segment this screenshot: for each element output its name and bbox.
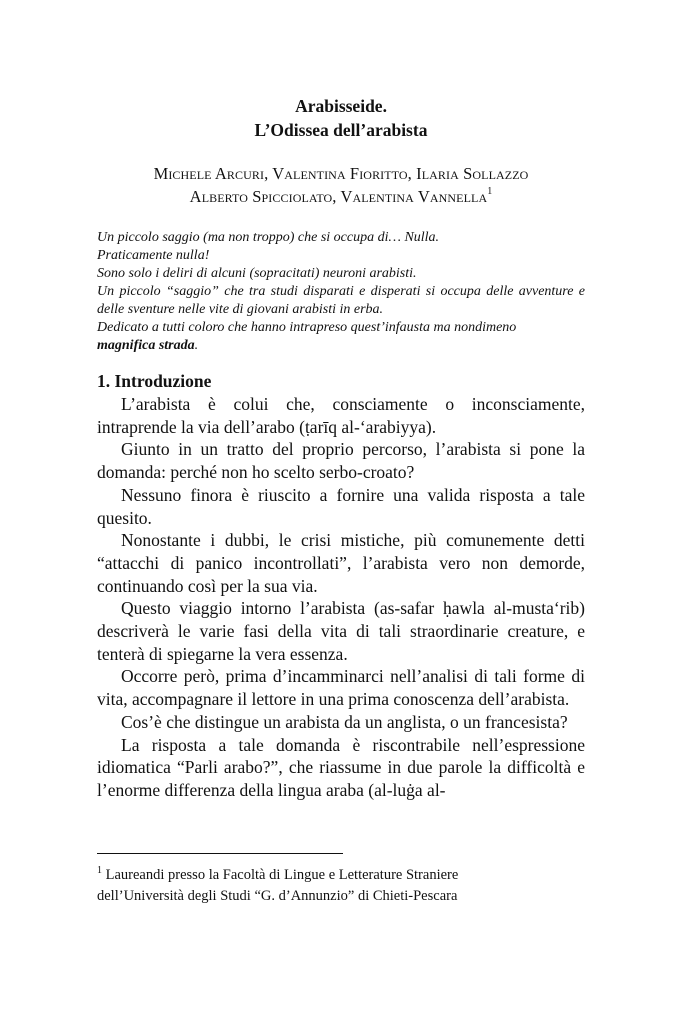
title-line-2: L’Odissea dell’arabista [254,120,428,140]
authors-line-2 [0,187,682,207]
paragraph: L’arabista è colui che, consciamente o inconsciamente, intraprende la via dell’arabo (ṭarīq al-‘arabiyya). [97,394,585,437]
authors-line-2-text: Alberto Spicciolato, Valentina Vannella [189,187,488,206]
footnote-reference[interactable]: 1 [487,185,493,197]
paragraph: Giunto in un tratto del proprio percorso, l’arabista si pone la domanda: perché non ho scelto serbo-croato? [97,439,585,483]
epigraph-line: Praticamente nulla! [97,248,210,263]
epigraph-line: Un piccolo “saggio” che tra studi disparati e disperati si occupa delle avventure e delle sventure nelle vite di giovani arabisti in erba. [97,284,585,317]
section-body [97,393,585,802]
epigraph-line: Dedicato a tutti coloro che hanno intrapreso quest’infausta ma nondimeno [97,320,517,335]
paragraph: Occorre però, prima d’incamminarci nell’analisi di tali forme di vita, accompagnare il lettore in una prima conoscenza dell’arabista. [97,666,585,710]
title-line-1: Arabisseide. [295,96,387,116]
paragraph: Questo viaggio intorno l’arabista (as-safar ḥawla al-musta‘rib) descriverà le varie fasi della vita di tali straordinarie creature, e tenterà di spiegarne la vera essenza. [97,598,585,664]
footnote-mark: 1 [97,865,102,876]
paragraph: Cos’è che distingue un arabista da un anglista, o un francesista? [121,711,568,732]
paragraph: Nonostante i dubbi, le crisi mistiche, più comunemente detti “attacchi di panico incontrollati”, l’arabista vero non demorde, continuando così per la sua via. [97,530,585,596]
epigraph-bold: magnifica strada [97,338,195,353]
footnote [97,860,585,907]
section-heading: 1. Introduzione [97,371,212,391]
paragraph: Nessuno finora è riuscito a fornire una valida risposta a tale quesito. [97,484,585,528]
epigraph-line: Sono solo i deliri di alcuni (sopracitati) neuroni arabisti. [97,266,417,281]
authors-line-1: Michele Arcuri, Valentina Fioritto, Ilaria Sollazzo [153,164,529,183]
footnote-line-2: dell’Università degli Studi “G. d’Annunzio” di Chieti-Pescara [97,887,458,904]
footnote-line-1 [97,860,585,886]
paragraph: La risposta a tale domanda è riscontrabile nell’espressione idiomatica “Parli arabo?”, che riassume in due parole la difficoltà e l’enorme differenza della lingua araba (al-luġa al- [97,734,585,800]
epigraph-line-end [97,337,585,355]
epigraph-tail: . [194,338,199,353]
footnote-divider [97,853,343,854]
footnote-text-1: Laureandi presso la Facoltà di Lingue e Letterature Straniere [105,866,459,883]
epigraph-line: Un piccolo saggio (ma non troppo) che si occupa di… Nulla. [97,230,440,245]
